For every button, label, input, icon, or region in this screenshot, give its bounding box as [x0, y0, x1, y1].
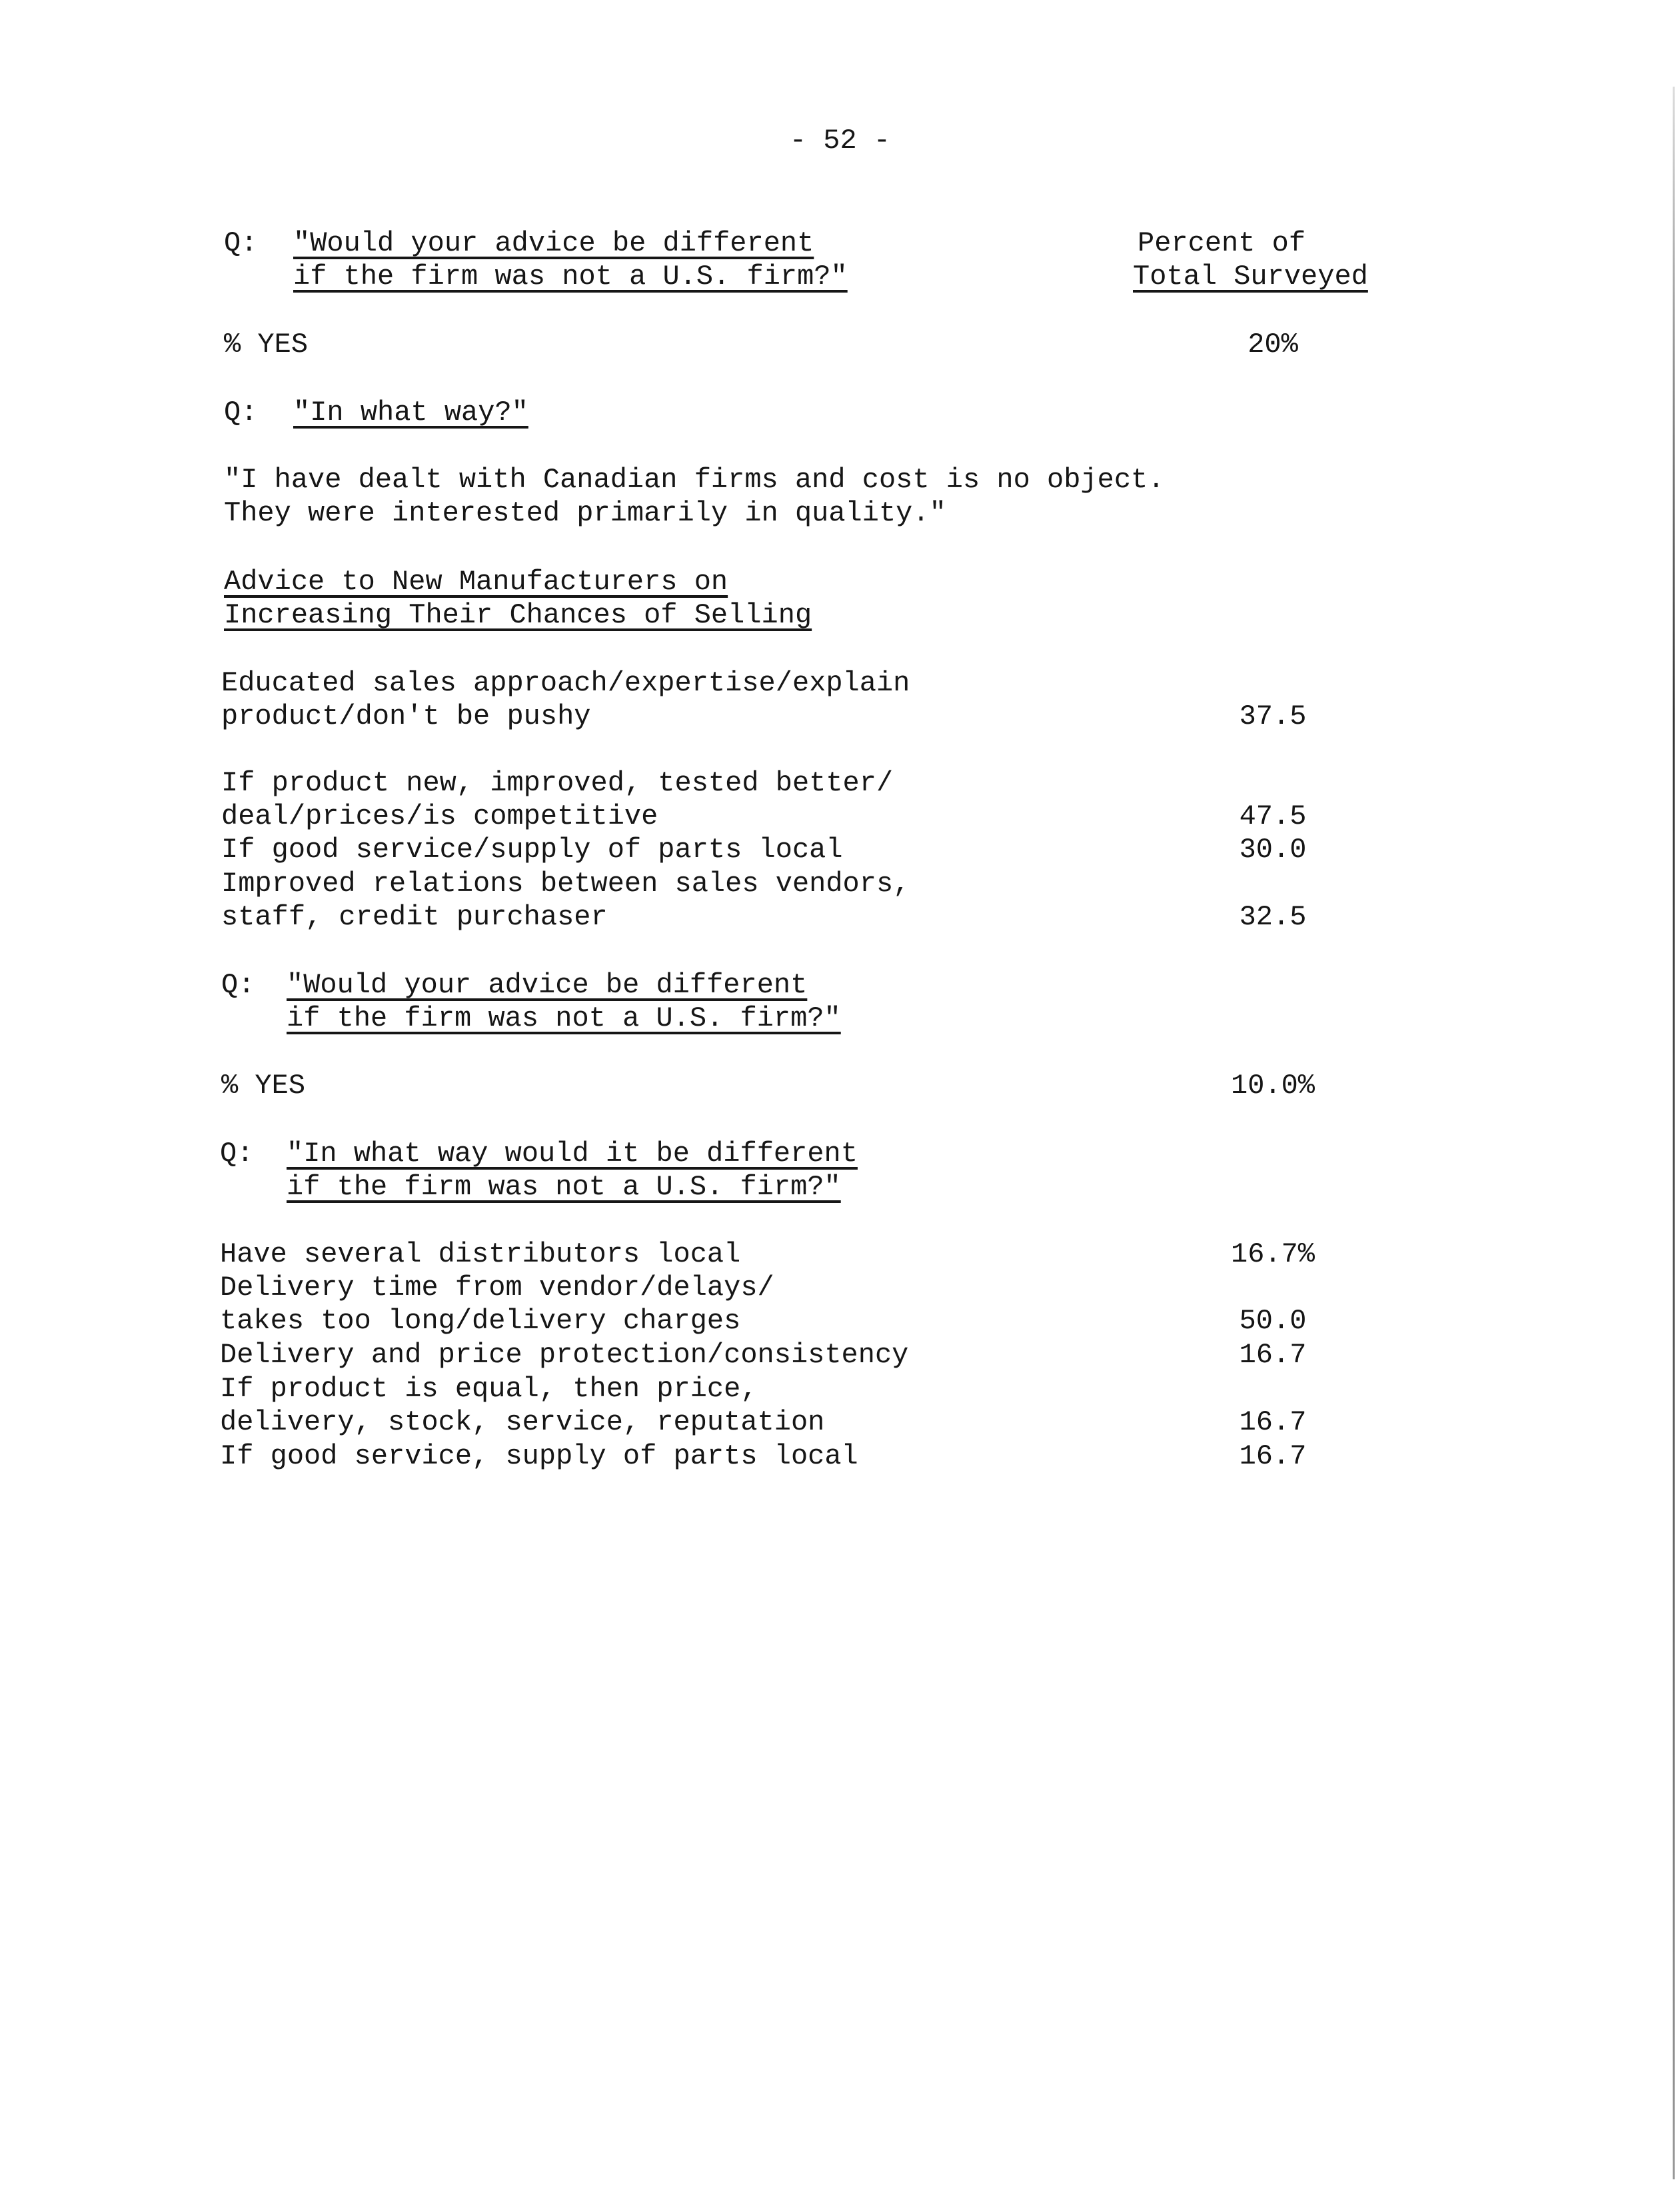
advice-row-value: 37.5 [1239, 700, 1307, 732]
difference-row-value: 16.7 [1239, 1440, 1307, 1472]
advice-row-value: 47.5 [1239, 800, 1307, 832]
question-line1: "In what way would it be different [287, 1138, 858, 1170]
difference-row-label: Delivery time from vendor/delays/ [220, 1272, 774, 1304]
difference-row-value: 16.7 [1239, 1406, 1307, 1438]
difference-row-label: Have several distributors local [220, 1238, 741, 1270]
difference-row-label: If product is equal, then price, [220, 1373, 758, 1405]
yes-value: 20% [1248, 329, 1298, 361]
yes-label: % YES [221, 1070, 306, 1102]
column-header-line1: Percent of [1138, 227, 1306, 259]
page-number: - 52 - [789, 125, 891, 157]
difference-row-value: 50.0 [1239, 1305, 1307, 1337]
scan-page-edge [1673, 87, 1675, 2179]
question-prefix: Q: [220, 1138, 254, 1170]
advice-row-value: 32.5 [1239, 901, 1307, 933]
yes-label: % YES [224, 329, 309, 361]
question-line1: "Would your advice be different [293, 227, 814, 259]
advice-row-label: deal/prices/is competitive [221, 800, 658, 832]
advice-row-label: If product new, improved, tested better/ [221, 767, 894, 799]
difference-row-label: If good service, supply of parts local [220, 1440, 858, 1472]
section-heading-line1: Advice to New Manufacturers on [224, 566, 728, 598]
difference-row-label: Delivery and price protection/consistency [220, 1339, 909, 1371]
difference-row-value: 16.7 [1239, 1339, 1307, 1371]
advice-row-label: Improved relations between sales vendors, [221, 868, 910, 900]
question-line2: if the firm was not a U.S. firm?" [293, 261, 848, 293]
difference-row-label: delivery, stock, service, reputation [220, 1406, 825, 1438]
question-line1: "Would your advice be different [287, 969, 808, 1001]
question-in-what-way: "In what way?" [293, 397, 528, 429]
advice-row-label: Educated sales approach/expertise/explain [221, 667, 910, 699]
question-prefix: Q: [224, 397, 258, 429]
question-line2: if the firm was not a U.S. firm?" [287, 1002, 841, 1034]
question-prefix: Q: [224, 227, 258, 259]
difference-row-value: 16.7% [1230, 1238, 1315, 1270]
question-line2: if the firm was not a U.S. firm?" [287, 1171, 841, 1203]
answer-line2: They were interested primarily in quality." [224, 497, 946, 529]
advice-row-value: 30.0 [1239, 834, 1307, 866]
column-header-line2: Total Surveyed [1133, 261, 1368, 293]
answer-line1: "I have dealt with Canadian firms and cost is no object. [224, 464, 1165, 496]
section-heading-line2: Increasing Their Chances of Selling [224, 599, 812, 631]
advice-row-label: If good service/supply of parts local [221, 834, 843, 866]
advice-row-label: staff, credit purchaser [221, 901, 608, 933]
difference-row-label: takes too long/delivery charges [220, 1305, 741, 1337]
question-prefix: Q: [221, 969, 255, 1001]
yes-value: 10.0% [1230, 1070, 1315, 1102]
advice-row-label: product/don't be pushy [221, 700, 591, 732]
